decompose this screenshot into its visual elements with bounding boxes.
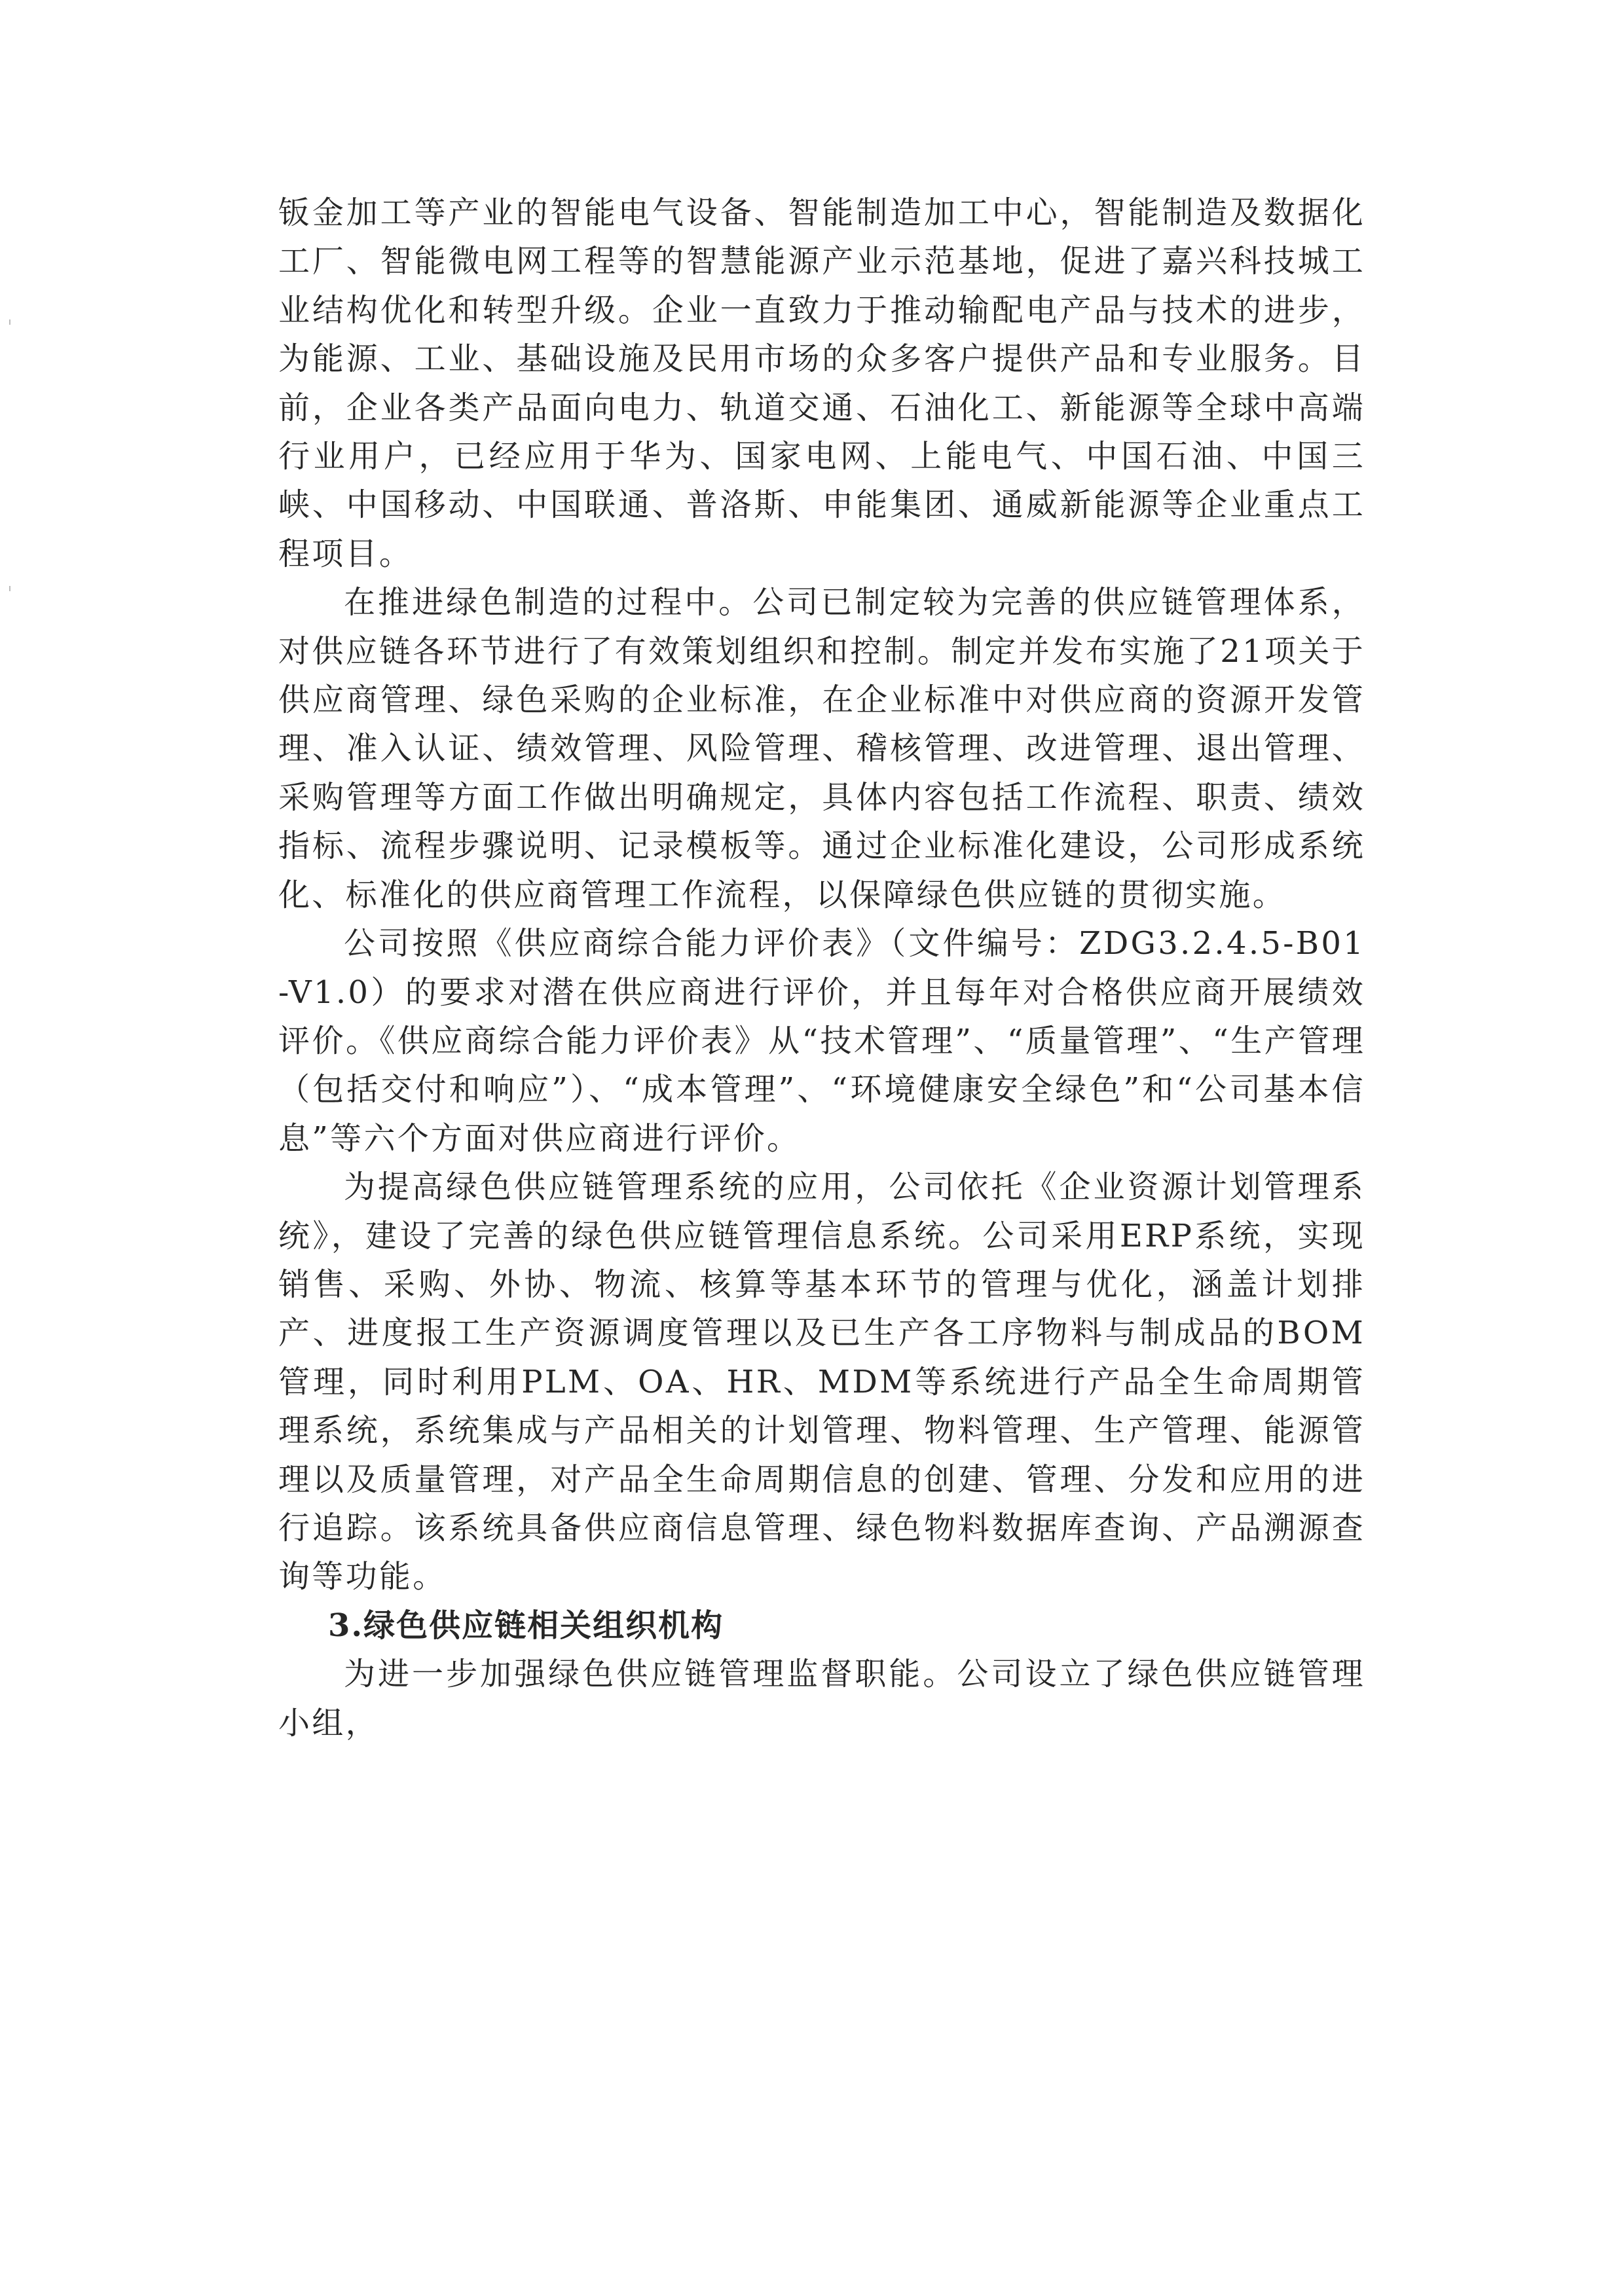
paragraph-company-intro: 钣金加工等产业的智能电气设备、智能制造加工中心，智能制造及数据化工厂、智能微电网工程等的智慧能源产业示范基地，促进了嘉兴科技城工业结构优化和转型升级。企业一直致力于推动输配电产品与技术的进步，为能源、工业、基础设施及民用市场的众多客户提供产品和专业服务。目前，企业各类产品面向电力、轨道交通、石油化工、新能源等全球中高端行业用户，已经应用于华为、国家电网、上能电气、中国石油、中国三峡、中国移动、中国联通、普洛斯、申能集团、通威新能源等企业重点工程项目。 — [278, 194, 1365, 572]
paragraph-supply-chain-system: 在推进绿色制造的过程中。公司已制定较为完善的供应链管理体系，对供应链各环节进行了有效策划组织和控制。制定并发布实施了21项关于供应商管理、绿色采购的企业标准，在企业标准中对供应商的资源开发管理、准入认证、绩效管理、风险管理、稽核管理、改进管理、退出管理、采购管理等方面工作做出明确规定，具体内容包括工作流程、职责、绩效指标、流程步骤说明、记录模板等。通过企业标准化建设，公司形成系统化、标准化的供应商管理工作流程，以保障绿色供应链的贯彻实施。 — [278, 584, 1365, 913]
paragraph-information-system: 为提高绿色供应链管理系统的应用，公司依托《企业资源计划管理系统》，建设了完善的绿色供应链管理信息系统。公司采用ERP系统，实现销售、采购、外协、物流、核算等基本环节的管理与优化，涵盖计划排产、进度报工生产资源调度管理以及已生产各工序物料与制成品的BOM管理，同时利用PLM、OA、HR、MDM等系统进行产品全生命周期管理系统，系统集成与产品相关的计划管理、物料管理、生产管理、能源管理以及质量管理，对产品全生命周期信息的创建、管理、分发和应用的进行追踪。该系统具备供应商信息管理、绿色物料数据库查询、产品溯源查询等功能。 — [278, 1169, 1365, 1595]
paragraph-supplier-evaluation: 公司按照《供应商综合能力评价表》（文件编号：ZDG3.2.4.5-B01-V1.0）的要求对潜在供应商进行评价，并且每年对合格供应商开展绩效评价。《供应商综合能力评价表》从“技术管理”、“质量管理”、“生产管理（包括交付和响应”）、“成本管理”、“环境健康安全绿色”和“公司基本信息”等六个方面对供应商进行评价。 — [278, 925, 1365, 1157]
section-heading: 3.绿色供应链相关组织机构 — [328, 1607, 724, 1644]
scan-mark — [9, 319, 10, 325]
paragraph-organization: 为进一步加强绿色供应链管理监督职能。公司设立了绿色供应链管理小组， — [278, 1656, 1365, 1741]
scan-mark — [9, 586, 10, 591]
document-body — [278, 189, 1365, 1747]
